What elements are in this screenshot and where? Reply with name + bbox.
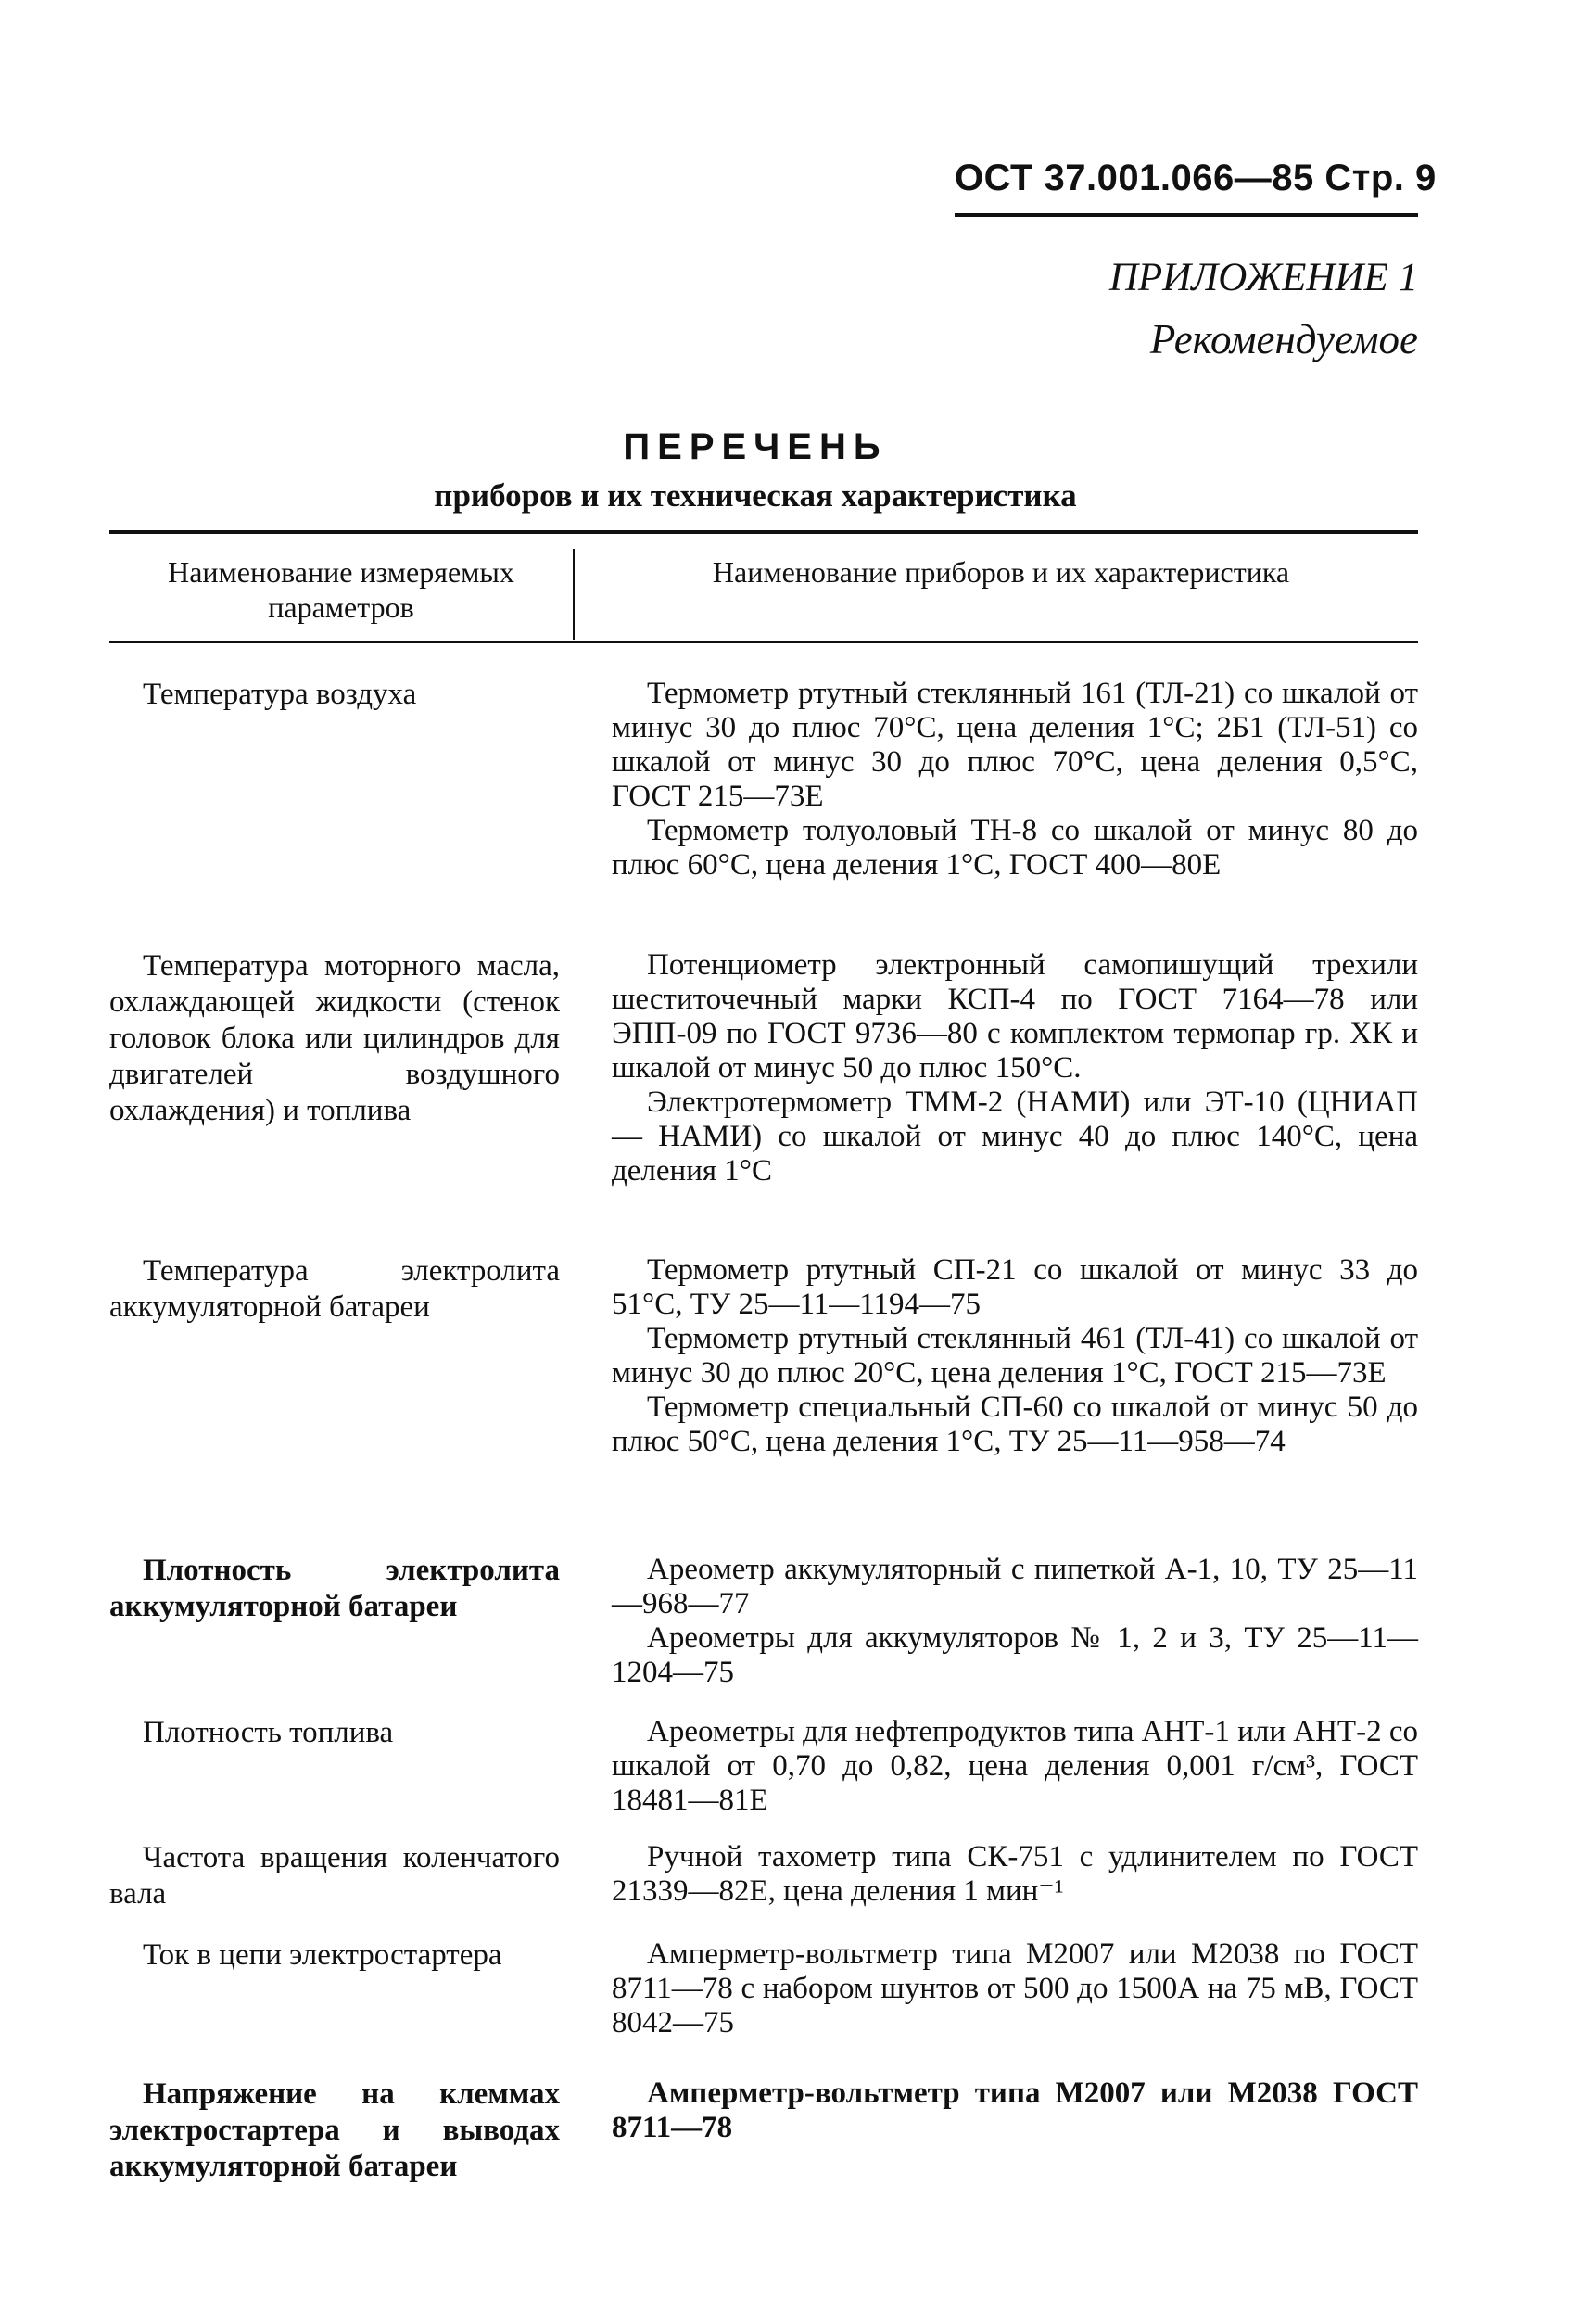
table-row-param: [109, 2077, 560, 2185]
table-row-instruments: [612, 1253, 1418, 1459]
table-row-instruments: [612, 948, 1418, 1188]
param-text: Ток в цепи электростартера: [143, 1938, 502, 1972]
table-row-param: [109, 677, 560, 713]
table-row-param: [109, 1715, 560, 1751]
document-subtitle: приборов и их техническая характеристика: [434, 477, 1077, 514]
param-text: Температура электролита аккумуляторной батареи: [109, 1254, 560, 1324]
table-row-param: [109, 1937, 560, 1974]
instrument-text: Амперметр-вольтметр типа М2007 или М2038 по ГОСТ 8711—78 с набором шунтов от 500 до 1500А на 75 мВ, ГОСТ 8042—75: [612, 1937, 1418, 2039]
instrument-text: Ареометры для аккумуляторов № 1, 2 и 3, ТУ 25—11—1204—75: [612, 1621, 1418, 1689]
instrument-text: Ручной тахометр типа СК-751 с удлинителем по ГОСТ 21339—82Е, цена деления 1 мин⁻¹: [612, 1840, 1418, 1908]
table-top-rule: [109, 530, 1418, 534]
table-row-param: [109, 1553, 560, 1625]
instrument-text: Амперметр-вольтметр типа М2007 или М2038 ГОСТ 8711—78: [612, 2077, 1418, 2144]
table-row-instruments: [612, 677, 1418, 883]
table-row-instruments: [612, 1937, 1418, 2040]
table-row-param: [109, 1253, 560, 1326]
instrument-text: Термометр толуоловый ТН-8 со шкалой от минус 80 до плюс 60°С, цена деления 1°С, ГОСТ 400—80Е: [612, 814, 1418, 882]
document-title: ПЕРЕЧЕНЬ: [623, 426, 888, 467]
instrument-text: Термометр ртутный стеклянный 161 (ТЛ-21) со шкалой от минус 30 до плюс 70°С, цена деления 1°С; 2Б1 (ТЛ-51) со шкалой от минус 30 до плюс 70°С, цена деления 0,5°С, ГОСТ 215—73Е: [612, 677, 1418, 813]
table-row-instruments: [612, 2077, 1418, 2145]
column-header-instruments: Наименование приборов и их характеристика: [712, 555, 1290, 589]
instrument-text: Потенциометр электронный самопишущий трехили шеститочечный марки КСП-4 по ГОСТ 7164—78 или ЭПП-09 по ГОСТ 9736—80 с комплектом термопар гр. ХК и шкалой от минус 50 до плюс 150°С.: [612, 948, 1418, 1085]
table-row-param: [109, 948, 560, 1129]
param-text: Напряжение на клеммах электростартера и выводах аккумуляторной батареи: [109, 2077, 560, 2183]
instrument-text: Термометр ртутный СП-21 со шкалой от минус 33 до 51°С, ТУ 25—11—1194—75: [612, 1253, 1418, 1321]
instrument-text: Ареометры для нефтепродуктов типа АНТ-1 или АНТ-2 со шкалой от 0,70 до 0,82, цена деления 0,001 г/см³, ГОСТ 18481—81Е: [612, 1715, 1418, 1817]
appendix-label: ПРИЛОЖЕНИЕ 1: [1108, 256, 1418, 299]
instrument-text: Термометр ртутный стеклянный 461 (ТЛ-41) со шкалой от минус 30 до плюс 20°С, цена деления 1°С, ГОСТ 215—73Е: [612, 1322, 1418, 1390]
param-text: Температура воздуха: [143, 678, 417, 711]
header-rule: [955, 213, 1418, 217]
instrument-text: Электротермометр ТММ-2 (НАМИ) или ЭТ-10 (ЦНИАП — НАМИ) со шкалой от минус 40 до плюс 140°С, цена деления 1°С: [612, 1086, 1418, 1188]
table-header-rule: [109, 641, 1418, 643]
instrument-text: Ареометр аккумуляторный с пипеткой А-1, 10, ТУ 25—11—968—77: [612, 1553, 1418, 1620]
column-header-parameters: Наименование измеряемых параметров: [168, 555, 514, 624]
table-row-param: [109, 1840, 560, 1912]
param-text: Температура моторного масла, охлаждающей жидкости (стенок головок блока или цилиндров для двигателей воздушного охлаждения) и топлива: [109, 949, 560, 1127]
header-column-divider: [573, 549, 575, 640]
recommended-label: Рекомендуемое: [1149, 316, 1418, 362]
param-text: Плотность топлива: [143, 1716, 394, 1749]
table-row-instruments: [612, 1553, 1418, 1690]
param-text: Плотность электролита аккумуляторной батареи: [109, 1554, 560, 1623]
standard-code-page-number: ОСТ 37.001.066—85 Стр. 9: [955, 158, 1437, 198]
table-row-instruments: [612, 1840, 1418, 1909]
param-text: Частота вращения коленчатого вала: [109, 1841, 560, 1911]
table-row-instruments: [612, 1715, 1418, 1818]
instrument-text: Термометр специальный СП-60 со шкалой от минус 50 до плюс 50°С, цена деления 1°С, ТУ 25—11—958—74: [612, 1391, 1418, 1458]
